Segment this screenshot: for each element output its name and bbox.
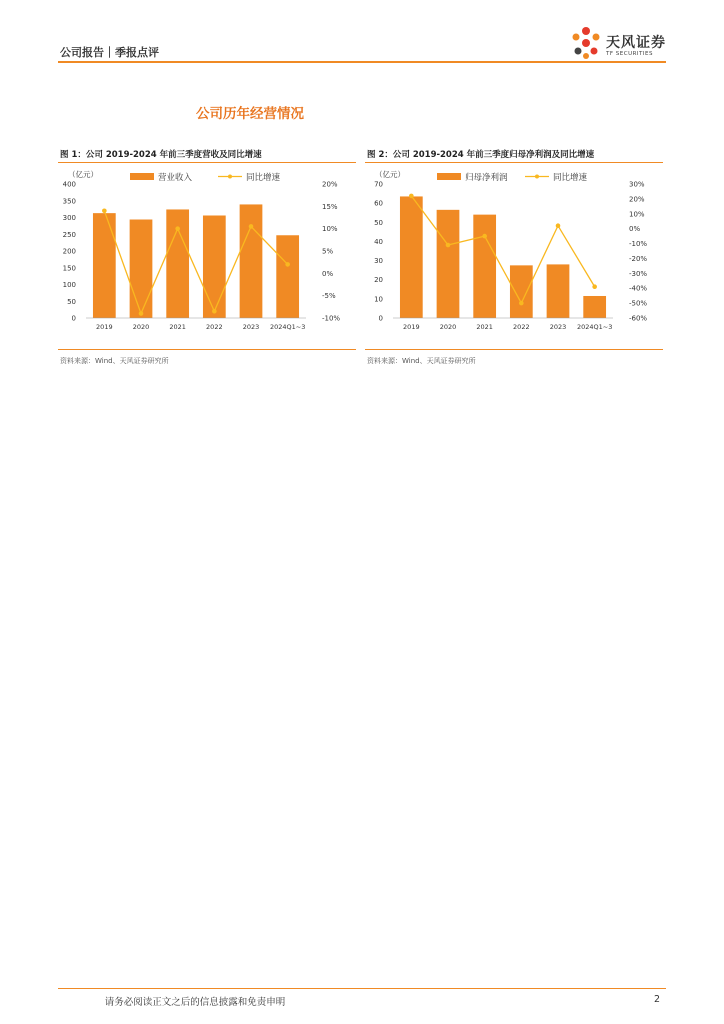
bar: [583, 296, 606, 318]
page-number: 2: [654, 994, 661, 1005]
y-left-tick-label: 60: [374, 199, 383, 208]
x-tick-label: 2022: [206, 323, 223, 331]
report-type-label: 公司报告｜季报点评: [60, 46, 159, 59]
y-right-tick-label: 20%: [322, 180, 338, 189]
x-tick-label: 2021: [169, 323, 186, 331]
y-left-tick-label: 20: [374, 276, 383, 285]
growth-point: [102, 209, 107, 214]
growth-point: [212, 309, 217, 314]
growth-point: [519, 301, 524, 306]
tf-securities-logo-icon: [568, 26, 604, 60]
bar: [547, 264, 570, 318]
y-left-tick-label: 200: [62, 247, 76, 256]
figure-1: [58, 148, 356, 368]
growth-point: [446, 243, 451, 248]
growth-point: [592, 284, 597, 289]
growth-point: [285, 262, 290, 267]
y-right-tick-label: 0%: [322, 269, 334, 278]
y-left-tick-label: 50: [67, 297, 76, 306]
bar: [437, 210, 460, 318]
x-tick-label: 2022: [513, 323, 530, 331]
company-logo: [568, 26, 668, 60]
y-left-tick-label: 50: [374, 218, 383, 227]
logo-english-name: TF SECURITIES: [606, 51, 653, 57]
growth-point: [482, 234, 487, 239]
x-tick-label: 2024Q1~3: [576, 323, 613, 331]
unit-label: （亿元）: [375, 170, 405, 179]
bar: [473, 215, 496, 318]
x-tick-label: 2021: [476, 323, 493, 331]
y-right-tick-label: 30%: [629, 180, 645, 189]
y-right-tick-label: 20%: [629, 195, 645, 204]
disclaimer-notice: 请务必阅读正文之后的信息披露和免责申明: [104, 997, 286, 1008]
y-left-tick-label: 0: [71, 314, 76, 323]
y-right-tick-label: -10%: [322, 314, 341, 323]
figure-2-source: 资料来源：Wind、天风证券研究所: [367, 357, 476, 365]
x-tick-label: 2019: [403, 323, 420, 331]
figure-2-top-rule: [365, 162, 663, 163]
y-left-tick-label: 100: [62, 281, 76, 289]
y-right-tick-label: -40%: [629, 284, 648, 293]
x-tick-label: 2023: [242, 323, 260, 331]
bar: [166, 209, 189, 318]
bar: [130, 220, 153, 318]
growth-point: [175, 226, 180, 231]
y-left-tick-label: 350: [62, 197, 76, 206]
y-right-tick-label: 15%: [322, 202, 338, 211]
x-tick-label: 2024Q1~3: [269, 323, 306, 331]
legend-bar-swatch: [130, 173, 154, 180]
x-tick-label: 2020: [132, 323, 150, 331]
y-right-tick-label: 10%: [322, 225, 338, 234]
figure-1-title: 图 1：公司 2019-2024 年前三季度营收及同比增速: [60, 150, 262, 160]
growth-point: [409, 194, 414, 199]
bar: [93, 213, 116, 318]
bar: [203, 215, 226, 318]
legend-bar-swatch: [437, 173, 461, 180]
y-left-tick-label: 150: [62, 264, 76, 273]
y-right-tick-label: -50%: [629, 299, 648, 308]
figure-2-bottom-rule: [365, 349, 663, 350]
y-right-tick-label: -5%: [322, 292, 336, 301]
figure-1-source: 资料来源：Wind、天风证券研究所: [60, 357, 169, 365]
legend-line-label: 同比增速: [553, 173, 588, 183]
y-left-tick-label: 30: [374, 257, 383, 266]
legend-bar-label: 归母净利润: [465, 173, 508, 183]
legend-line-label: 同比增速: [246, 173, 281, 183]
y-left-tick-label: 300: [62, 214, 76, 222]
bar: [240, 204, 263, 318]
y-left-tick-label: 0: [378, 314, 383, 323]
header-divider: [58, 61, 666, 63]
y-left-tick-label: 70: [374, 180, 383, 189]
y-right-tick-label: -60%: [629, 314, 648, 323]
y-right-tick-label: -10%: [629, 240, 648, 249]
y-right-tick-label: 0%: [629, 225, 641, 234]
figure-2-title: 图 2：公司 2019-2024 年前三季度归母净利润及同比增速: [367, 150, 595, 160]
bar: [510, 265, 533, 318]
unit-label: （亿元）: [68, 170, 98, 179]
y-left-tick-label: 40: [374, 237, 383, 246]
figure-2: [365, 148, 663, 368]
bar: [400, 196, 423, 318]
y-left-tick-label: 400: [62, 180, 76, 189]
legend-line-marker: [535, 175, 539, 179]
y-left-tick-label: 10: [374, 295, 383, 304]
section-title: 公司历年经营情况: [196, 106, 304, 122]
figure-1-bottom-rule: [58, 349, 356, 350]
growth-point: [139, 311, 144, 316]
logo-chinese-name: 天风证券: [606, 35, 666, 51]
revenue-chart: [58, 166, 356, 348]
legend-bar-label: 营业收入: [158, 173, 193, 183]
growth-point: [249, 224, 254, 229]
y-right-tick-label: 5%: [322, 247, 334, 256]
x-tick-label: 2020: [439, 323, 457, 331]
legend-line-marker: [228, 175, 232, 179]
x-tick-label: 2023: [549, 323, 567, 331]
footer-divider: [58, 988, 666, 989]
growth-point: [556, 223, 561, 228]
figure-1-top-rule: [58, 162, 356, 163]
y-right-tick-label: -20%: [629, 254, 648, 263]
net-profit-chart: [365, 166, 663, 348]
bar: [276, 235, 299, 318]
y-left-tick-label: 250: [62, 230, 76, 239]
x-tick-label: 2019: [96, 323, 113, 331]
y-right-tick-label: -30%: [629, 269, 648, 278]
y-right-tick-label: 10%: [629, 210, 645, 219]
